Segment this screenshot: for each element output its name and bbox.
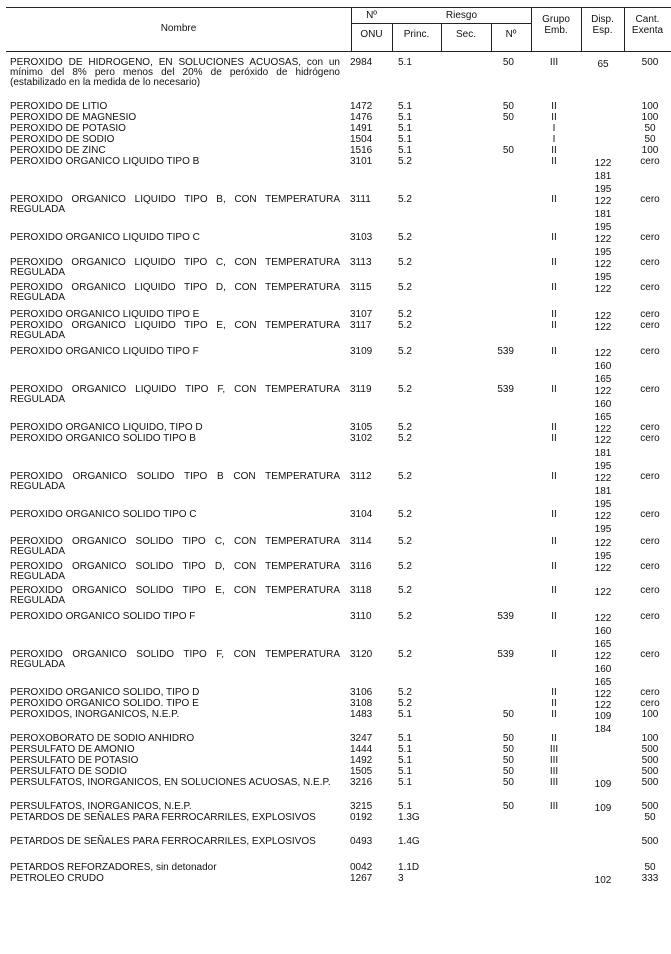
cell-grupo: III [549, 755, 559, 766]
disp-esp-value: 195 [594, 524, 612, 535]
cell-cant-exenta: cero [640, 649, 660, 660]
disp-esp-value: 122 [594, 563, 612, 574]
cell-disp-esp [585, 434, 621, 473]
cell-riesgo-princ: 5.2 [398, 194, 412, 205]
cell-grupo: II [551, 156, 557, 167]
cell-nombre: PEROXIDO ORGANICO LIQUIDO TIPO F [10, 346, 199, 357]
disp-esp-value: 122 [594, 259, 612, 270]
header-riesgo: Riesgo [445, 10, 478, 21]
cell-riesgo-princ: 5.2 [398, 422, 412, 433]
cell-onu: 3215 [350, 801, 373, 812]
cell-riesgo-princ: 5.1 [398, 733, 412, 744]
cell-cant-exenta: 500 [641, 744, 659, 755]
disp-esp-value: 122 [594, 511, 612, 522]
cell-riesgo-princ: 5.1 [398, 123, 412, 134]
table-row [0, 385, 671, 423]
cell-onu: 0192 [350, 812, 373, 823]
table-row [0, 347, 671, 385]
cell-nombre: PEROXIDO DE MAGNESIO [10, 112, 137, 123]
table-row [0, 612, 671, 650]
disp-esp-value: 122 [594, 473, 612, 484]
cell-riesgo-no: 50 [502, 801, 514, 812]
cell-grupo: II [551, 611, 557, 622]
cell-grupo: II [551, 561, 557, 572]
cell-nombre: PERSULFATO DE SODIO [10, 766, 127, 777]
cell-disp-esp [585, 586, 621, 599]
cell-onu: 1516 [350, 145, 373, 156]
header-sec: Sec. [455, 29, 476, 40]
cell-cant-exenta: 50 [644, 812, 656, 823]
cell-onu: 0493 [350, 836, 373, 847]
cell-riesgo-princ: 5.2 [398, 257, 412, 268]
cell-onu: 1505 [350, 766, 373, 777]
cell-onu: 3109 [350, 346, 373, 357]
table-row [0, 157, 671, 195]
disp-esp-value: 195 [594, 272, 612, 283]
cell-grupo: II [551, 733, 557, 744]
disp-esp-value: 122 [594, 538, 612, 549]
cell-grupo: II [551, 536, 557, 547]
disp-esp-value: 195 [594, 247, 612, 258]
cell-riesgo-princ: 5.1 [398, 112, 412, 123]
cell-grupo: II [551, 194, 557, 205]
cell-onu: 3119 [350, 384, 372, 395]
cell-onu: 3105 [350, 422, 373, 433]
cell-onu: 3116 [350, 561, 372, 572]
cell-riesgo-princ: 3 [398, 873, 404, 884]
disp-esp-value: 181 [594, 448, 612, 459]
cell-nombre: PEROXIDO DE ZINC [10, 145, 106, 156]
cell-nombre: PEROXIDO ORGANICO SOLIDO TIPO D, CON TEMPERATURA REGULADA [10, 561, 340, 582]
cell-onu: 1267 [350, 873, 373, 884]
cell-onu: 3120 [350, 649, 373, 660]
cell-riesgo-princ: 5.2 [398, 687, 412, 698]
cell-nombre: PEROXIDO ORGANICO SOLIDO TIPO F [10, 611, 196, 622]
header-no: Nº [366, 10, 377, 21]
cell-cant-exenta: cero [640, 384, 660, 395]
disp-esp-value: 122 [594, 158, 612, 169]
table-row [0, 258, 671, 283]
cell-cant-exenta: 500 [641, 836, 659, 847]
cell-disp-esp [585, 710, 621, 736]
disp-esp-value: 122 [594, 651, 612, 662]
cell-grupo: II [551, 433, 557, 444]
disp-esp-value: 109 [594, 779, 612, 790]
disp-esp-value: 65 [597, 59, 609, 70]
cell-grupo: III [549, 57, 559, 68]
cell-riesgo-princ: 5.1 [398, 134, 412, 145]
cell-riesgo-princ: 5.2 [398, 433, 412, 444]
cell-riesgo-princ: 5.2 [398, 471, 412, 482]
cell-grupo: II [551, 257, 557, 268]
cell-onu: 1483 [350, 709, 373, 720]
cell-disp-esp [585, 510, 621, 536]
cell-grupo: III [549, 801, 559, 812]
cell-riesgo-princ: 5.2 [398, 698, 412, 709]
cell-grupo: I [552, 134, 556, 145]
cell-grupo: II [551, 422, 557, 433]
table-row [0, 233, 671, 258]
cell-riesgo-princ: 5.2 [398, 649, 412, 660]
table-row [0, 562, 671, 586]
cell-riesgo-no: 50 [502, 777, 514, 788]
cell-riesgo-no: 50 [502, 744, 514, 755]
cell-cant-exenta: cero [640, 536, 660, 547]
cell-nombre: PERSULFATO DE POTASIO [10, 755, 139, 766]
cell-onu: 3216 [350, 777, 373, 788]
cell-onu: 1492 [350, 755, 373, 766]
cell-nombre: PEROXIDO DE LITIO [10, 101, 108, 112]
cell-onu: 1444 [350, 744, 373, 755]
cell-onu: 3108 [350, 698, 373, 709]
cell-grupo: II [551, 346, 557, 357]
cell-grupo: II [551, 282, 557, 293]
cell-cant-exenta: cero [640, 194, 660, 205]
cell-riesgo-princ: 5.1 [398, 145, 412, 156]
cell-grupo: II [551, 687, 557, 698]
cell-cant-exenta: cero [640, 585, 660, 596]
cell-nombre: PEROXIDO ORGANICO LIQUIDO TIPO C [10, 232, 200, 243]
cell-disp-esp [585, 233, 621, 259]
cell-cant-exenta: 100 [641, 112, 659, 123]
cell-onu: 3103 [350, 232, 373, 243]
cell-riesgo-princ: 5.1 [398, 801, 412, 812]
cell-cant-exenta: cero [640, 282, 660, 293]
cell-riesgo-no: 50 [502, 755, 514, 766]
cell-cant-exenta: cero [640, 471, 660, 482]
cell-nombre: PERSULFATOS, INORGANICOS, EN SOLUCIONES ACUOSAS, N.E.P. [10, 777, 331, 788]
cell-onu: 3117 [350, 320, 372, 331]
cell-grupo: II [551, 320, 557, 331]
cell-nombre: PEROXIDO ORGANICO LIQUIDO TIPO F, CON TEMPERATURA REGULADA [10, 384, 340, 405]
cell-nombre: PEROXIDO ORGANICO SOLIDO TIPO C [10, 509, 197, 520]
table-row [0, 195, 671, 233]
cell-nombre: PEROXIDO ORGANICO SOLIDO. TIPO E [10, 698, 199, 709]
cell-onu: 1476 [350, 112, 373, 123]
cell-nombre: PEROXIDO ORGANICO SOLIDO TIPO B CON TEMPERATURA REGULADA [10, 471, 340, 492]
table-row [0, 537, 671, 562]
cell-riesgo-no: 539 [497, 384, 514, 395]
cell-riesgo-princ: 5.2 [398, 536, 412, 547]
cell-cant-exenta: 100 [641, 709, 659, 720]
disp-esp-value: 122 [594, 386, 612, 397]
cell-cant-exenta: 100 [641, 145, 659, 156]
cell-riesgo-princ: 5.1 [398, 766, 412, 777]
disp-esp-value: 160 [594, 399, 612, 410]
cell-cant-exenta: cero [640, 320, 660, 331]
cell-disp-esp [585, 385, 621, 424]
cell-nombre: PEROXIDO ORGANICO LIQUIDO TIPO B, CON TEMPERATURA REGULADA [10, 194, 340, 215]
cell-riesgo-princ: 5.2 [398, 282, 412, 293]
cell-riesgo-princ: 5.2 [398, 156, 412, 167]
cell-riesgo-princ: 5.2 [398, 320, 412, 331]
cell-disp-esp [585, 283, 621, 296]
disp-esp-value: 109 [594, 711, 612, 722]
table-row [0, 58, 671, 102]
cell-cant-exenta: 50 [644, 123, 656, 134]
cell-nombre: PEROXIDO ORGANICO LIQUIDO TIPO D, CON TEMPERATURA REGULADA [10, 282, 340, 303]
cell-cant-exenta: cero [640, 561, 660, 572]
cell-onu: 3104 [350, 509, 373, 520]
disp-esp-value: 181 [594, 486, 612, 497]
cell-cant-exenta: cero [640, 687, 660, 698]
cell-riesgo-princ: 5.1 [398, 101, 412, 112]
cell-nombre: PETARDOS DE SEÑALES PARA FERROCARRILES, EXPLOSIVOS [10, 836, 316, 847]
cell-cant-exenta: 500 [641, 801, 659, 812]
cell-nombre: PEROXIDO ORGANICO LIQUIDO TIPO C, CON TEMPERATURA REGULADA [10, 257, 340, 278]
cell-grupo: II [551, 101, 557, 112]
cell-onu: 3118 [350, 585, 372, 596]
cell-cant-exenta: 500 [641, 755, 659, 766]
cell-cant-exenta: 500 [641, 766, 659, 777]
cell-onu: 3112 [350, 471, 372, 482]
cell-disp-esp [585, 650, 621, 689]
cell-disp-esp [585, 258, 621, 284]
cell-onu: 1491 [350, 123, 373, 134]
cell-riesgo-no: 539 [497, 346, 514, 357]
table-row [0, 837, 671, 863]
cell-nombre: PEROXIDO ORGANICO LIQUIDO TIPO B [10, 156, 200, 167]
cell-cant-exenta: cero [640, 232, 660, 243]
disp-esp-value: 109 [594, 803, 612, 814]
cell-onu: 3115 [350, 282, 372, 293]
cell-onu: 3106 [350, 687, 373, 698]
cell-riesgo-princ: 5.2 [398, 232, 412, 243]
cell-cant-exenta: cero [640, 257, 660, 268]
disp-esp-value: 181 [594, 209, 612, 220]
cell-riesgo-princ: 5.1 [398, 755, 412, 766]
disp-esp-value: 181 [594, 171, 612, 182]
cell-cant-exenta: cero [640, 698, 660, 709]
header-exenta: Exenta [631, 25, 664, 36]
cell-onu: 3111 [350, 194, 371, 205]
cell-nombre: PEROXIDO DE SODIO [10, 134, 115, 145]
header-riesgo-no: Nº [505, 29, 517, 40]
header-princ: Princ. [403, 29, 430, 40]
cell-grupo: I [552, 123, 556, 134]
cell-disp-esp [585, 58, 621, 71]
disp-esp-value: 165 [594, 639, 612, 650]
disp-esp-value: 122 [594, 424, 612, 435]
table-row [0, 321, 671, 347]
disp-esp-value: 195 [594, 184, 612, 195]
cell-grupo: II [551, 698, 557, 709]
disp-esp-value: 122 [594, 322, 612, 333]
cell-grupo: III [549, 777, 559, 788]
cell-riesgo-princ: 5.1 [398, 744, 412, 755]
cell-nombre: PEROXIDO ORGANICO SOLIDO, TIPO D [10, 687, 200, 698]
cell-onu: 3101 [350, 156, 373, 167]
table-row [0, 650, 671, 688]
cell-disp-esp [585, 347, 621, 386]
header-esp: Esp. [592, 25, 613, 36]
cell-nombre: PERSULFATO DE AMONIO [10, 744, 135, 755]
cell-cant-exenta: 100 [641, 101, 659, 112]
cell-grupo: II [551, 649, 557, 660]
cell-nombre: PERSULFATOS, INORGANICOS, N.E.P. [10, 801, 192, 812]
table-header [6, 7, 671, 51]
header-emb: Emb. [544, 25, 568, 36]
disp-esp-value: 165 [594, 374, 612, 385]
cell-cant-exenta: 50 [644, 862, 656, 873]
cell-cant-exenta: cero [640, 156, 660, 167]
table-row [0, 813, 671, 837]
cell-nombre: PEROXIDO ORGANICO LIQUIDO TIPO E, CON TEMPERATURA REGULADA [10, 320, 340, 341]
cell-nombre: PEROXOBORATO DE SODIO ANHIDRO [10, 733, 195, 744]
disp-esp-value: 195 [594, 222, 612, 233]
cell-cant-exenta: cero [640, 509, 660, 520]
cell-riesgo-princ: 5.2 [398, 346, 412, 357]
cell-riesgo-princ: 1.3G [398, 812, 420, 823]
cell-riesgo-no: 50 [502, 112, 514, 123]
cell-riesgo-no: 50 [502, 101, 514, 112]
table-row [0, 283, 671, 310]
cell-onu: 1504 [350, 134, 373, 145]
disp-esp-value: 102 [594, 875, 612, 886]
disp-esp-value: 165 [594, 412, 612, 423]
cell-onu: 3102 [350, 433, 373, 444]
disp-esp-value: 122 [594, 234, 612, 245]
cell-disp-esp [585, 472, 621, 511]
cell-nombre: PEROXIDO ORGANICO SOLIDO TIPO B [10, 433, 196, 444]
cell-grupo: II [551, 145, 557, 156]
cell-nombre: PEROXIDO ORGANICO SOLIDO TIPO C, CON TEMPERATURA REGULADA [10, 536, 340, 557]
cell-grupo: II [551, 112, 557, 123]
cell-grupo: II [551, 384, 557, 395]
table-body [0, 58, 671, 885]
cell-riesgo-no: 50 [502, 145, 514, 156]
disp-esp-value: 184 [594, 724, 612, 735]
cell-onu: 3110 [350, 611, 372, 622]
cell-nombre: PEROXIDO ORGANICO SOLIDO TIPO E, CON TEMPERATURA REGULADA [10, 585, 340, 606]
table-row [0, 472, 671, 510]
cell-cant-exenta: cero [640, 309, 660, 320]
header-nombre: Nombre [160, 23, 197, 34]
table-row [0, 710, 671, 734]
cell-grupo: II [551, 709, 557, 720]
cell-riesgo-princ: 5.2 [398, 384, 412, 395]
table-row [0, 874, 671, 885]
cell-riesgo-no: 50 [502, 766, 514, 777]
table-row [0, 510, 671, 537]
cell-onu: 2984 [350, 57, 373, 68]
cell-disp-esp [585, 778, 621, 791]
cell-cant-exenta: 333 [641, 873, 659, 884]
cell-nombre: PEROXIDO ORGANICO SOLIDO TIPO F, CON TEMPERATURA REGULADA [10, 649, 340, 670]
disp-esp-value: 195 [594, 499, 612, 510]
cell-onu: 3247 [350, 733, 373, 744]
disp-esp-value: 122 [594, 311, 612, 322]
disp-esp-value: 122 [594, 613, 612, 624]
disp-esp-value: 122 [594, 689, 612, 700]
cell-onu: 0042 [350, 862, 373, 873]
cell-nombre: PEROXIDO ORGANICO LIQUIDO TIPO E [10, 309, 200, 320]
disp-esp-value: 160 [594, 626, 612, 637]
disp-esp-value: 122 [594, 700, 612, 711]
cell-disp-esp [585, 562, 621, 575]
cell-cant-exenta: cero [640, 611, 660, 622]
cell-riesgo-princ: 5.2 [398, 309, 412, 320]
cell-riesgo-no: 50 [502, 57, 514, 68]
cell-onu: 3114 [350, 536, 372, 547]
disp-esp-value: 122 [594, 435, 612, 446]
cell-grupo: II [551, 585, 557, 596]
cell-riesgo-princ: 5.2 [398, 611, 412, 622]
disp-esp-value: 165 [594, 677, 612, 688]
disp-esp-value: 195 [594, 551, 612, 562]
cell-onu: 1472 [350, 101, 373, 112]
disp-esp-value: 122 [594, 587, 612, 598]
header-grupo: Grupo [542, 14, 570, 25]
cell-riesgo-princ: 1.1D [398, 862, 420, 873]
cell-riesgo-princ: 1.4G [398, 836, 420, 847]
cell-riesgo-no: 539 [497, 649, 514, 660]
cell-riesgo-princ: 5.2 [398, 509, 412, 520]
disp-esp-value: 122 [594, 284, 612, 295]
cell-disp-esp [585, 157, 621, 196]
table-row [0, 586, 671, 612]
cell-cant-exenta: cero [640, 346, 660, 357]
cell-grupo: II [551, 232, 557, 243]
table-row [0, 434, 671, 472]
cell-onu: 3113 [350, 257, 372, 268]
cell-nombre: PEROXIDO DE HIDROGENO, EN SOLUCIONES ACUOSAS, con un mínimo del 8% pero menos del 20% de peróxido de hidrógeno (estabilizado en la medida de lo necesario) [10, 57, 340, 88]
cell-grupo: II [551, 471, 557, 482]
disp-esp-value: 195 [594, 461, 612, 472]
cell-cant-exenta: cero [640, 422, 660, 433]
cell-cant-exenta: 100 [641, 733, 659, 744]
cell-cant-exenta: 50 [644, 134, 656, 145]
cell-nombre: PETARDOS REFORZADORES, sin detonador [10, 862, 217, 873]
cell-disp-esp [585, 874, 621, 887]
cell-nombre: PEROXIDO DE POTASIO [10, 123, 126, 134]
header-cant: Cant. [635, 14, 660, 25]
disp-esp-value: 122 [594, 196, 612, 207]
cell-nombre: PETARDOS DE SEÑALES PARA FERROCARRILES, EXPLOSIVOS [10, 812, 316, 823]
cell-riesgo-princ: 5.2 [398, 561, 412, 572]
disp-esp-value: 160 [594, 664, 612, 675]
cell-disp-esp [585, 195, 621, 234]
header-onu: ONU [360, 29, 383, 40]
cell-riesgo-princ: 5.1 [398, 57, 412, 68]
cell-grupo: II [551, 309, 557, 320]
cell-disp-esp [585, 537, 621, 563]
table-row [0, 778, 671, 802]
cell-nombre: PETROLEO CRUDO [10, 873, 104, 884]
cell-cant-exenta: 500 [641, 777, 659, 788]
disp-esp-value: 160 [594, 361, 612, 372]
cell-riesgo-princ: 5.2 [398, 585, 412, 596]
cell-disp-esp [585, 321, 621, 334]
cell-nombre: PEROXIDO ORGANICO LIQUIDO, TIPO D [10, 422, 203, 433]
cell-riesgo-no: 539 [497, 611, 514, 622]
cell-riesgo-no: 50 [502, 709, 514, 720]
cell-disp-esp [585, 612, 621, 651]
cell-riesgo-no: 50 [502, 733, 514, 744]
cell-cant-exenta: 500 [641, 57, 659, 68]
cell-grupo: III [549, 766, 559, 777]
cell-nombre: PEROXIDOS, INORGANICOS, N.E.P. [10, 709, 180, 720]
cell-cant-exenta: cero [640, 433, 660, 444]
cell-grupo: II [551, 509, 557, 520]
disp-esp-value: 122 [594, 348, 612, 359]
cell-riesgo-princ: 5.1 [398, 709, 412, 720]
cell-onu: 3107 [350, 309, 373, 320]
cell-grupo: III [549, 744, 559, 755]
cell-riesgo-princ: 5.1 [398, 777, 412, 788]
header-disp: Disp. [591, 14, 614, 25]
